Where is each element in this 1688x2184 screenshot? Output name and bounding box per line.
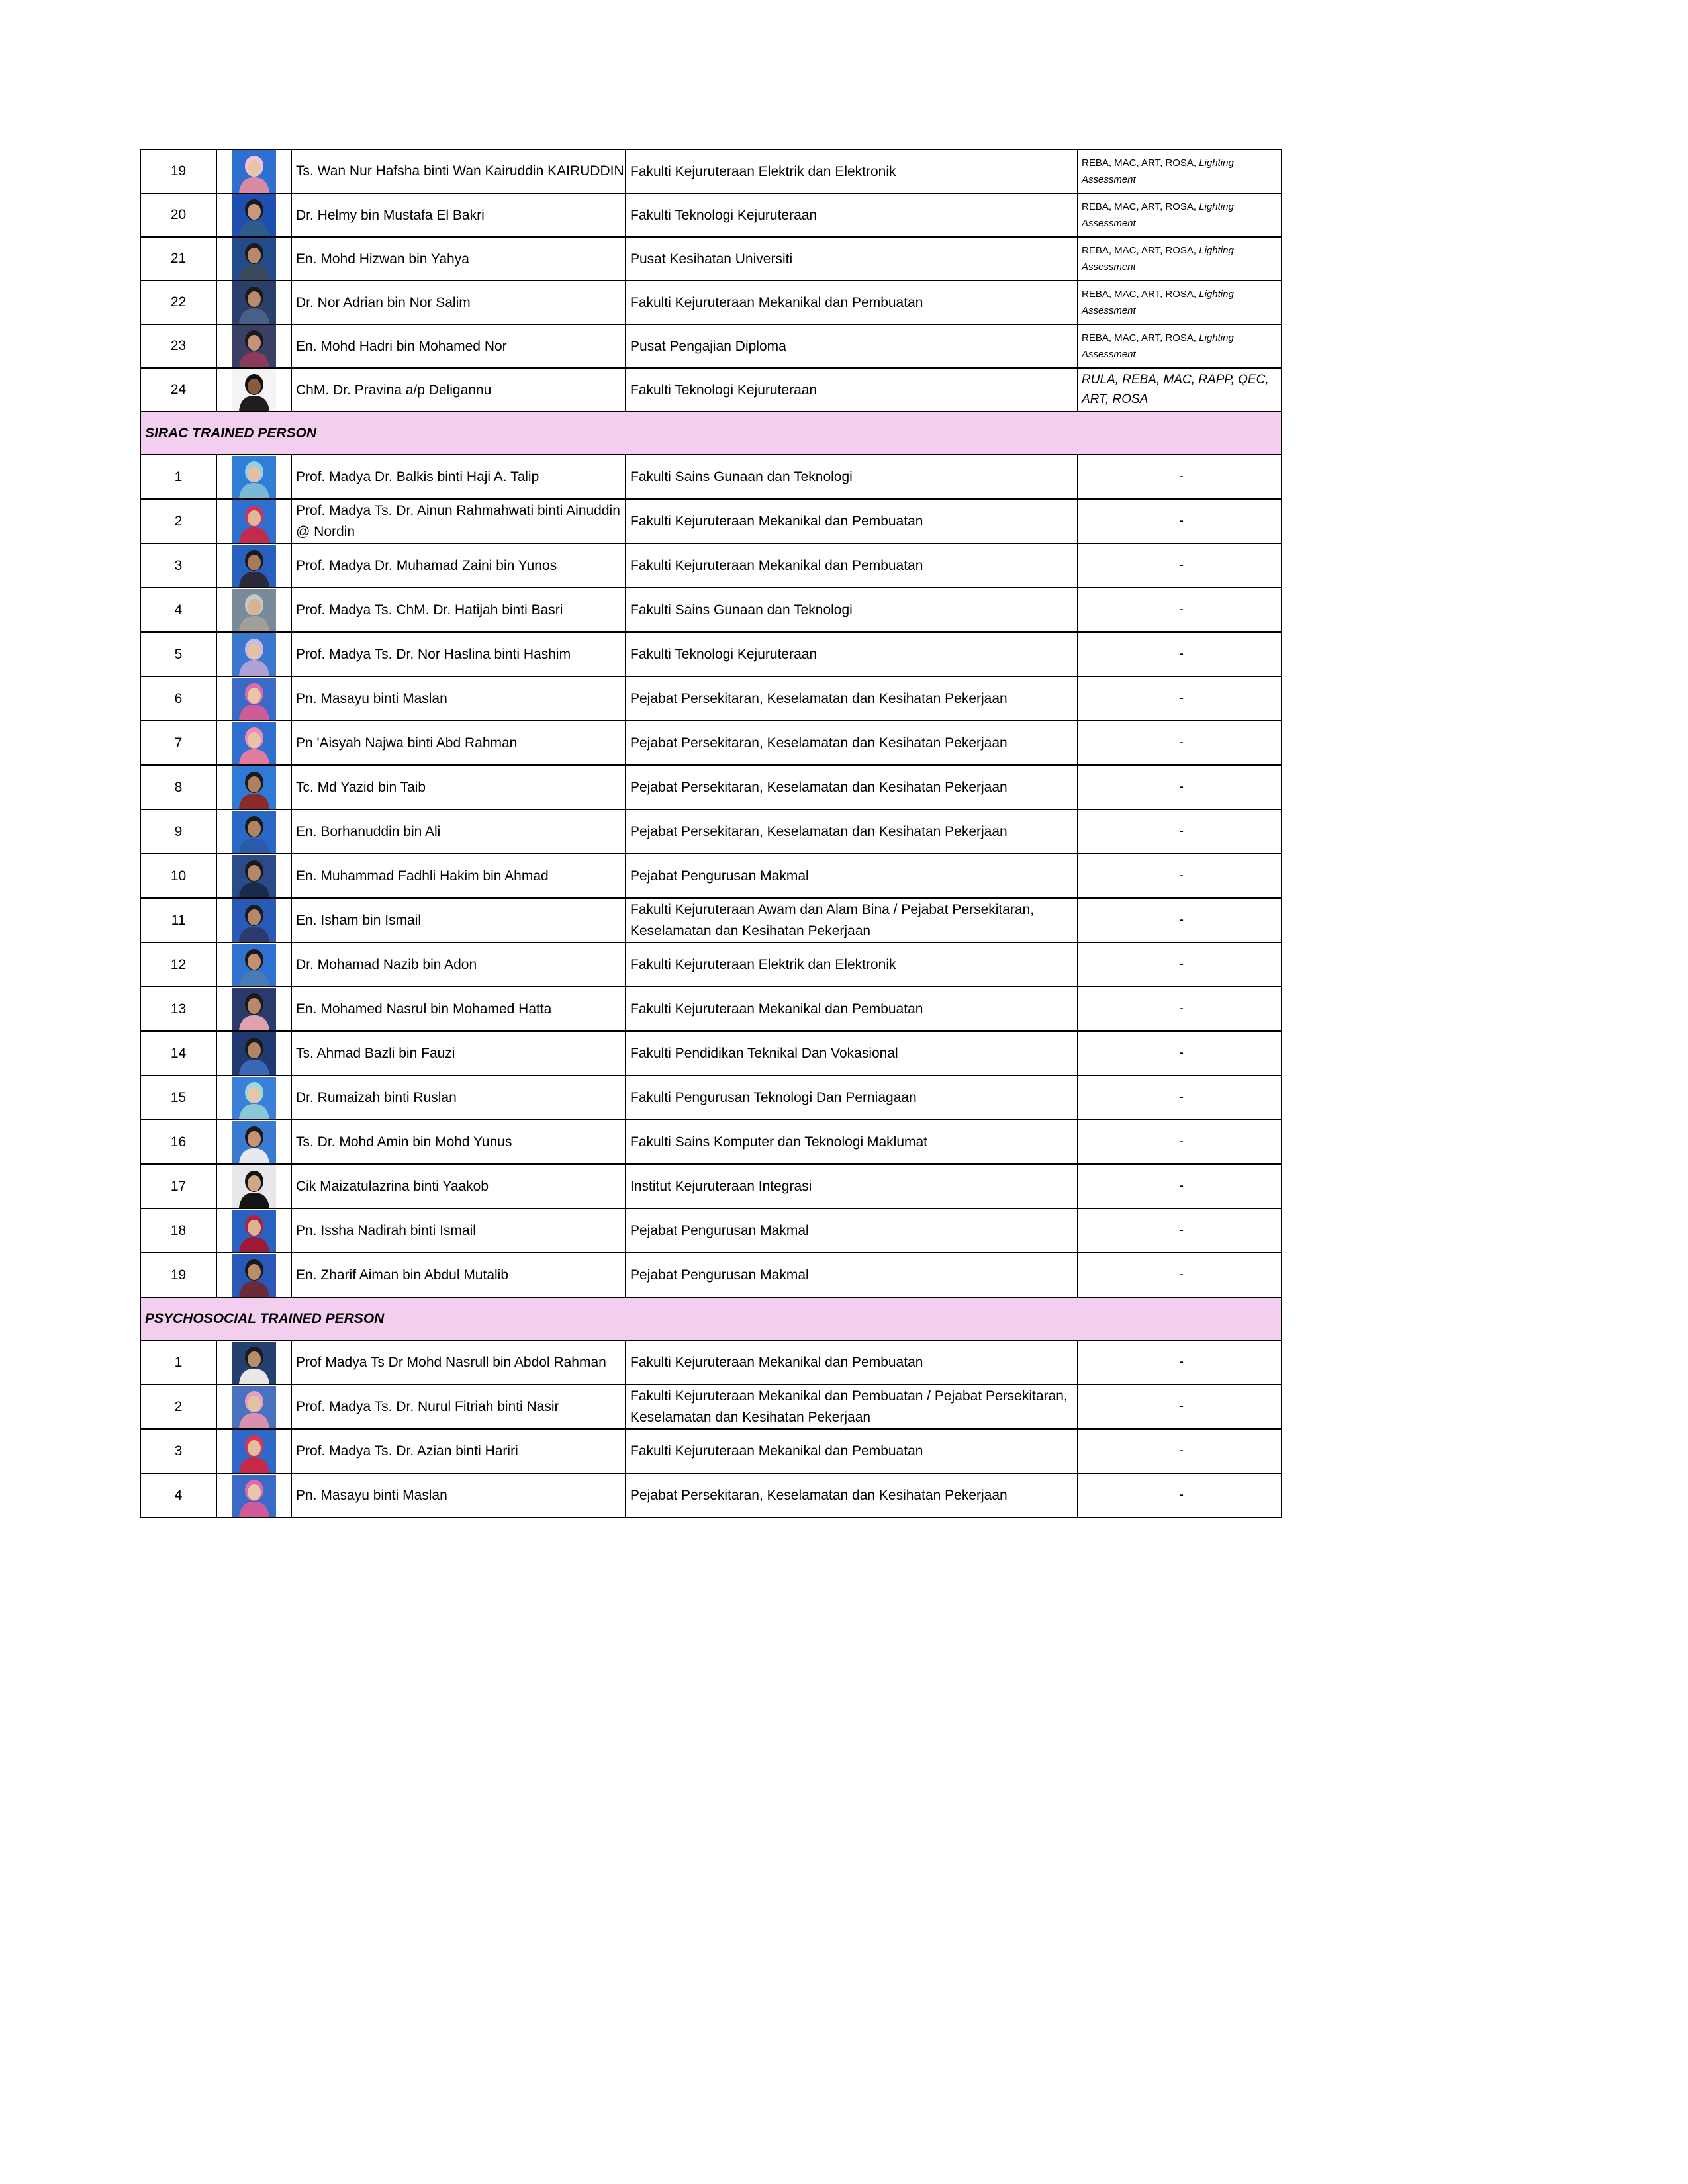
person-photo (232, 281, 276, 324)
person-photo (232, 1430, 276, 1473)
person-photo (232, 678, 276, 720)
row-number: 1 (140, 1340, 216, 1385)
department: Fakulti Kejuruteraan Mekanikal dan Pembuatan (626, 281, 1078, 324)
person-name: Pn. Masayu binti Maslan (291, 1473, 626, 1518)
person-name: Tc. Md Yazid bin Taib (291, 765, 626, 809)
department: Fakulti Pengurusan Teknologi Dan Perniagaan (626, 1075, 1078, 1120)
photo-cell (216, 898, 291, 942)
photo-cell (216, 281, 291, 324)
photo-cell (216, 368, 291, 412)
assessment-tools-list: REBA, MAC, ART, ROSA, (1082, 332, 1199, 343)
person-photo (232, 1210, 276, 1252)
department: Fakulti Sains Gunaan dan Teknologi (626, 588, 1078, 632)
assessment-tools-list: REBA, MAC, ART, ROSA, (1082, 289, 1199, 300)
department: Fakulti Pendidikan Teknikal Dan Vokasional (626, 1031, 1078, 1075)
photo-cell (216, 1473, 291, 1518)
row-number: 22 (140, 281, 216, 324)
table-row (140, 1429, 1282, 1473)
person-name: Prof. Madya Ts. Dr. Nurul Fitriah binti Nasir (291, 1385, 626, 1429)
person-photo (232, 988, 276, 1030)
person-name: Cik Maizatulazrina binti Yaakob (291, 1164, 626, 1208)
assessment-tools: - (1078, 1385, 1282, 1429)
photo-cell (216, 588, 291, 632)
person-name: En. Zharif Aiman bin Abdul Mutalib (291, 1253, 626, 1297)
row-number: 12 (140, 942, 216, 987)
section-header-row (140, 1297, 1282, 1340)
photo-cell (216, 676, 291, 721)
department: Fakulti Kejuruteraan Mekanikal dan Pembuatan (626, 1340, 1078, 1385)
photo-cell (216, 324, 291, 368)
assessment-tools-list: REBA, MAC, ART, ROSA, (1082, 245, 1199, 256)
table-row (140, 281, 1282, 324)
department: Fakulti Sains Gunaan dan Teknologi (626, 455, 1078, 499)
section-title: PSYCHOSOCIAL TRAINED PERSON (140, 1297, 1282, 1340)
assessment-tools-extra: Lighting Assessment (1082, 332, 1234, 360)
person-name: Prof Madya Ts Dr Mohd Nasrull bin Abdol Rahman (291, 1340, 626, 1385)
section-header-row (140, 412, 1282, 455)
assessment-tools: - (1078, 1253, 1282, 1297)
assessment-tools: - (1078, 455, 1282, 499)
assessment-tools-extra: Lighting Assessment (1082, 201, 1234, 229)
table-row (140, 987, 1282, 1031)
photo-cell (216, 721, 291, 765)
photo-cell (216, 809, 291, 854)
person-photo (232, 456, 276, 498)
table-row (140, 455, 1282, 499)
assessment-tools: - (1078, 543, 1282, 588)
department: Pejabat Persekitaran, Keselamatan dan Kesihatan Pekerjaan (626, 721, 1078, 765)
photo-cell (216, 1253, 291, 1297)
person-photo (232, 1254, 276, 1297)
person-photo (232, 1165, 276, 1208)
assessment-tools: - (1078, 1120, 1282, 1164)
person-name: ChM. Dr. Pravina a/p Deligannu (291, 368, 626, 412)
table-row (140, 721, 1282, 765)
person-photo (232, 811, 276, 853)
photo-cell (216, 1031, 291, 1075)
table-row (140, 588, 1282, 632)
assessment-tools: - (1078, 1473, 1282, 1518)
table-row (140, 543, 1282, 588)
table-row (140, 1164, 1282, 1208)
assessment-tools-extra: Lighting Assessment (1082, 158, 1234, 185)
row-number: 16 (140, 1120, 216, 1164)
person-photo (232, 722, 276, 764)
person-name: Ts. Ahmad Bazli bin Fauzi (291, 1031, 626, 1075)
row-number: 1 (140, 455, 216, 499)
person-name: Prof. Madya Dr. Muhamad Zaini bin Yunos (291, 543, 626, 588)
row-number: 9 (140, 809, 216, 854)
table-row (140, 193, 1282, 237)
assessment-tools (1078, 281, 1282, 324)
person-name: En. Muhammad Fadhli Hakim bin Ahmad (291, 854, 626, 898)
photo-cell (216, 1429, 291, 1473)
table-row (140, 150, 1282, 193)
person-name: Dr. Nor Adrian bin Nor Salim (291, 281, 626, 324)
department: Pejabat Persekitaran, Keselamatan dan Kesihatan Pekerjaan (626, 765, 1078, 809)
row-number: 5 (140, 632, 216, 676)
row-number: 3 (140, 1429, 216, 1473)
assessment-tools: - (1078, 632, 1282, 676)
person-photo (232, 766, 276, 809)
row-number: 4 (140, 1473, 216, 1518)
person-photo (232, 1386, 276, 1428)
person-name: En. Mohd Hizwan bin Yahya (291, 237, 626, 281)
staff-table (140, 149, 1282, 1518)
table-row (140, 1120, 1282, 1164)
row-number: 21 (140, 237, 216, 281)
person-name: Pn. Masayu binti Maslan (291, 676, 626, 721)
table-row (140, 898, 1282, 942)
person-name: Dr. Rumaizah binti Ruslan (291, 1075, 626, 1120)
row-number: 15 (140, 1075, 216, 1120)
row-number: 18 (140, 1208, 216, 1253)
photo-cell (216, 1385, 291, 1429)
assessment-tools: - (1078, 1208, 1282, 1253)
table-row (140, 942, 1282, 987)
person-photo (232, 545, 276, 587)
person-photo (232, 150, 276, 193)
table-row (140, 1385, 1282, 1429)
person-name: Prof. Madya Ts. Dr. Nor Haslina binti Hashim (291, 632, 626, 676)
person-photo (232, 1475, 276, 1517)
row-number: 2 (140, 499, 216, 543)
row-number: 23 (140, 324, 216, 368)
photo-cell (216, 1340, 291, 1385)
photo-cell (216, 150, 291, 193)
assessment-tools-list: REBA, MAC, ART, ROSA, (1082, 201, 1199, 212)
table-row (140, 324, 1282, 368)
table-row (140, 499, 1282, 543)
person-photo (232, 633, 276, 676)
assessment-tools: - (1078, 1031, 1282, 1075)
row-number: 4 (140, 588, 216, 632)
person-photo (232, 194, 276, 236)
row-number: 13 (140, 987, 216, 1031)
department: Fakulti Kejuruteraan Mekanikal dan Pembuatan (626, 499, 1078, 543)
row-number: 10 (140, 854, 216, 898)
row-number: 2 (140, 1385, 216, 1429)
person-name: Prof. Madya Dr. Balkis binti Haji A. Talip (291, 455, 626, 499)
photo-cell (216, 942, 291, 987)
person-name: Prof. Madya Ts. Dr. Ainun Rahmahwati binti Ainuddin @ Nordin (291, 499, 626, 543)
person-photo (232, 1032, 276, 1075)
row-number: 24 (140, 368, 216, 412)
table-row (140, 676, 1282, 721)
table-row (140, 1208, 1282, 1253)
person-name: Pn 'Aisyah Najwa binti Abd Rahman (291, 721, 626, 765)
person-name: Dr. Helmy bin Mustafa El Bakri (291, 193, 626, 237)
row-number: 8 (140, 765, 216, 809)
department: Fakulti Teknologi Kejuruteraan (626, 368, 1078, 412)
table-row (140, 1253, 1282, 1297)
assessment-tools: - (1078, 721, 1282, 765)
department: Fakulti Kejuruteraan Mekanikal dan Pembuatan / Pejabat Persekitaran, Keselamatan dan Kesihatan Pekerjaan (626, 1385, 1078, 1429)
department: Pejabat Persekitaran, Keselamatan dan Kesihatan Pekerjaan (626, 676, 1078, 721)
person-photo (232, 238, 276, 280)
table-row (140, 1473, 1282, 1518)
person-photo (232, 1077, 276, 1119)
person-photo (232, 855, 276, 897)
table-row (140, 368, 1282, 412)
person-photo (232, 500, 276, 543)
photo-cell (216, 854, 291, 898)
assessment-tools: - (1078, 1075, 1282, 1120)
row-number: 19 (140, 150, 216, 193)
table-row (140, 1031, 1282, 1075)
photo-cell (216, 1075, 291, 1120)
table-row (140, 765, 1282, 809)
assessment-tools: - (1078, 1164, 1282, 1208)
assessment-tools: - (1078, 676, 1282, 721)
table-row (140, 632, 1282, 676)
person-name: Ts. Dr. Mohd Amin bin Mohd Yunus (291, 1120, 626, 1164)
department: Fakulti Teknologi Kejuruteraan (626, 193, 1078, 237)
table-row (140, 809, 1282, 854)
photo-cell (216, 193, 291, 237)
photo-cell (216, 987, 291, 1031)
photo-cell (216, 455, 291, 499)
row-number: 19 (140, 1253, 216, 1297)
row-number: 14 (140, 1031, 216, 1075)
table-row (140, 1340, 1282, 1385)
person-name: En. Mohd Hadri bin Mohamed Nor (291, 324, 626, 368)
table-row (140, 237, 1282, 281)
person-photo (232, 325, 276, 367)
assessment-tools: - (1078, 987, 1282, 1031)
photo-cell (216, 543, 291, 588)
assessment-tools-extra: Lighting Assessment (1082, 289, 1234, 316)
assessment-tools-list: REBA, MAC, ART, ROSA, (1082, 158, 1199, 169)
photo-cell (216, 1120, 291, 1164)
assessment-tools (1078, 150, 1282, 193)
person-name: Prof. Madya Ts. Dr. Azian binti Hariri (291, 1429, 626, 1473)
assessment-tools: - (1078, 898, 1282, 942)
department: Fakulti Kejuruteraan Mekanikal dan Pembuatan (626, 1429, 1078, 1473)
department: Fakulti Kejuruteraan Elektrik dan Elektronik (626, 942, 1078, 987)
row-number: 20 (140, 193, 216, 237)
person-photo (232, 369, 276, 411)
table-row (140, 1075, 1282, 1120)
row-number: 17 (140, 1164, 216, 1208)
assessment-tools: - (1078, 765, 1282, 809)
person-photo (232, 1342, 276, 1384)
assessment-tools: - (1078, 1429, 1282, 1473)
section-title: SIRAC TRAINED PERSON (140, 412, 1282, 455)
person-photo (232, 899, 276, 942)
photo-cell (216, 499, 291, 543)
department: Pejabat Pengurusan Makmal (626, 1253, 1078, 1297)
department: Pejabat Pengurusan Makmal (626, 1208, 1078, 1253)
photo-cell (216, 237, 291, 281)
photo-cell (216, 632, 291, 676)
department: Pusat Pengajian Diploma (626, 324, 1078, 368)
person-photo (232, 589, 276, 631)
photo-cell (216, 765, 291, 809)
person-photo (232, 1121, 276, 1163)
assessment-tools (1078, 324, 1282, 368)
assessment-tools-extra: Lighting Assessment (1082, 245, 1234, 273)
department: Fakulti Teknologi Kejuruteraan (626, 632, 1078, 676)
assessment-tools: - (1078, 499, 1282, 543)
photo-cell (216, 1164, 291, 1208)
person-photo (232, 944, 276, 986)
department: Pejabat Persekitaran, Keselamatan dan Kesihatan Pekerjaan (626, 809, 1078, 854)
assessment-tools (1078, 193, 1282, 237)
person-name: En. Isham bin Ismail (291, 898, 626, 942)
person-name: En. Mohamed Nasrul bin Mohamed Hatta (291, 987, 626, 1031)
row-number: 6 (140, 676, 216, 721)
person-name: Prof. Madya Ts. ChM. Dr. Hatijah binti Basri (291, 588, 626, 632)
photo-cell (216, 1208, 291, 1253)
table-row (140, 854, 1282, 898)
department: Fakulti Kejuruteraan Mekanikal dan Pembuatan (626, 987, 1078, 1031)
assessment-tools: RULA, REBA, MAC, RAPP, QEC, ART, ROSA (1078, 368, 1282, 412)
person-name: Dr. Mohamad Nazib bin Adon (291, 942, 626, 987)
row-number: 3 (140, 543, 216, 588)
department: Fakulti Kejuruteraan Mekanikal dan Pembuatan (626, 543, 1078, 588)
department: Pusat Kesihatan Universiti (626, 237, 1078, 281)
person-name: Pn. Issha Nadirah binti Ismail (291, 1208, 626, 1253)
staff-table-body (140, 150, 1282, 1518)
assessment-tools: - (1078, 1340, 1282, 1385)
person-name: En. Borhanuddin bin Ali (291, 809, 626, 854)
row-number: 7 (140, 721, 216, 765)
assessment-tools (1078, 237, 1282, 281)
department: Institut Kejuruteraan Integrasi (626, 1164, 1078, 1208)
row-number: 11 (140, 898, 216, 942)
department: Fakulti Kejuruteraan Elektrik dan Elektronik (626, 150, 1078, 193)
assessment-tools: - (1078, 588, 1282, 632)
department: Fakulti Sains Komputer dan Teknologi Maklumat (626, 1120, 1078, 1164)
department: Pejabat Persekitaran, Keselamatan dan Kesihatan Pekerjaan (626, 1473, 1078, 1518)
person-name: Ts. Wan Nur Hafsha binti Wan Kairuddin KAIRUDDIN (291, 150, 626, 193)
assessment-tools: - (1078, 854, 1282, 898)
assessment-tools: - (1078, 942, 1282, 987)
assessment-tools: - (1078, 809, 1282, 854)
department: Pejabat Pengurusan Makmal (626, 854, 1078, 898)
department: Fakulti Kejuruteraan Awam dan Alam Bina / Pejabat Persekitaran, Keselamatan dan Kesihatan Pekerjaan (626, 898, 1078, 942)
